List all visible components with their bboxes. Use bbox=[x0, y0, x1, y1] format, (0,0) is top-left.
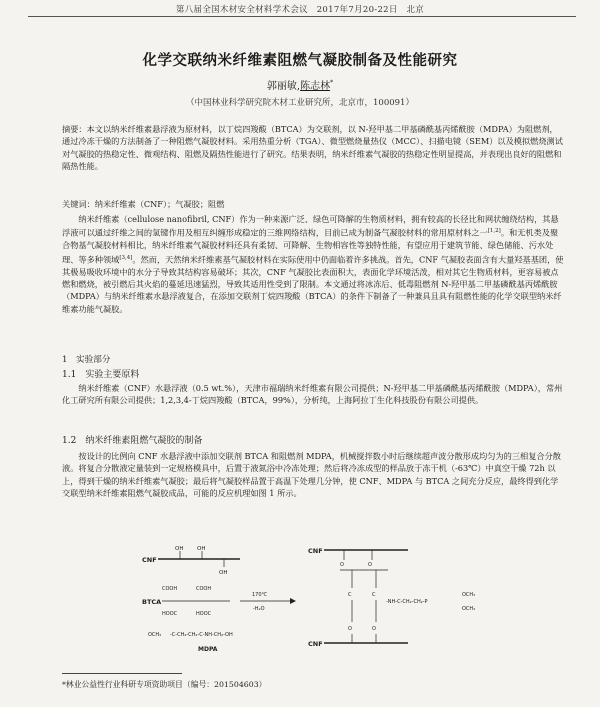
btca-hooc-2: HOOC bbox=[196, 611, 212, 617]
product-chain: -NH-C-CH₂-CH₂-P bbox=[386, 599, 428, 605]
materials-paragraph: 纳米纤维素（CNF）水悬浮液（0.5 wt.%），天津市福瑞纳米纤维素有限公司提供；N-羟甲基二甲基磷酰基丙烯酰胺（MDPA），常州化工研究所有限公司提供；1,2,3,4-丁烷四羧酸（BTCA，99%），分析纯，上海阿拉丁生化科技股份有限公司提供。 bbox=[62, 383, 563, 406]
introduction bbox=[62, 213, 565, 315]
oh-label-1: OH bbox=[175, 546, 184, 552]
author-2: 陈志林 bbox=[300, 81, 331, 92]
product-o-4: O bbox=[372, 626, 376, 632]
citation-1: [1,2] bbox=[487, 228, 501, 235]
mdpa-label: MDPA bbox=[198, 646, 218, 653]
product-och3-1: OCH₃ bbox=[462, 592, 476, 598]
btca-label: BTCA bbox=[142, 598, 162, 606]
btca-cooh-2: COOH bbox=[196, 586, 212, 592]
reaction-scheme bbox=[140, 544, 510, 656]
mdpa-och3-left: OCH₃ bbox=[148, 632, 162, 638]
corresponding-marker: * bbox=[330, 79, 334, 87]
product-o-3: O bbox=[348, 626, 352, 632]
oh-label-2: OH bbox=[197, 546, 206, 552]
product-o-1: O bbox=[340, 562, 344, 568]
reaction-arrowhead bbox=[290, 598, 296, 604]
footnote-rule bbox=[62, 673, 182, 674]
btca-hooc-1: HOOC bbox=[162, 611, 178, 617]
product-c-1: C bbox=[348, 592, 352, 598]
section-1-heading: 1 实验部分 bbox=[62, 355, 111, 365]
oh-label-3: OH bbox=[219, 570, 228, 576]
running-head: 第八届全国木材安全材料学术会议 2017年7月20-22日 北京 bbox=[175, 5, 425, 15]
keywords: 关键词：纳米纤维素（CNF）；气凝胶；阻燃 bbox=[62, 199, 225, 209]
abstract: 摘要：本文以纳米纤维素悬浮液为原材料，以丁烷四羧酸（BTCA）为交联剂，以 N-羟甲基二甲基磷酰基丙烯酰胺（MDPA）为阻燃剂，通过冷冻干燥的方法制备了一种阻燃气凝胶材料。采用热重分析（TGA）、微型燃烧量热仪（MCC）、扫描电镜（SEM）以及模拟燃烧测试对气凝胶的热稳定性、微观结构、阻燃及隔热性能进行了研究。结果表明，纳米纤维素气凝胶的热稳定性明显提高，并表现出良好的阻燃和隔热性能。 bbox=[62, 124, 563, 171]
product-c-2: C bbox=[372, 592, 376, 598]
product-cnf-top-label: CNF bbox=[308, 547, 323, 555]
footnote: *林业公益性行业科研专项资助项目（编号：201504603） bbox=[62, 680, 267, 689]
intro-text-1: 纳米纤维素（cellulose nanofibril, CNF）作为一种来源广泛、绿色可降解的生物质材料，拥有较高的长径比和网状缠绕结构，其悬浮液可以通过纤维之间的氢键作用及相互纠缠形成稳定的三维网络结构，目前已成为制备气凝胶材料的常用原材料之一 bbox=[62, 214, 559, 239]
section-1-1-heading: 1.1 实验主要原料 bbox=[62, 370, 140, 380]
mdpa-formula: -C-CH₂-CH₂-C-NH-CH₂-OH bbox=[170, 632, 233, 638]
cnf-label-left: CNF bbox=[142, 556, 157, 564]
preparation-paragraph: 按设计的比例向 CNF 水悬浮液中添加交联剂 BTCA 和阻燃剂 MDPA，机械搅拌数小时后继续超声波分散形成均匀为的三相复合分散液。将复合分散液定量装到一定规格模具中，后置于液氮浴中冷冻处理；然后将冷冻成型的样品放于冻干机（-63℃）中真空干燥 72h 以上，得到干燥的纳米纤维素气凝胶；最后将气凝胶样品置于高温下处理几分钟，使 CNF、MDPA 与 BTCA 之间充分反应，最终得到化学交联型纳米纤维素阻燃气凝胶成品，可能的反应机理如图 1 所示。 bbox=[62, 451, 561, 498]
intro-text-2: 。和无机类及聚合物基气凝胶材料相比，纳米纤维素气凝胶材料还具有柔韧、可降解、生物相容性等独特性能，有望应用于建筑节能、绿色储能、污水处理、等多种领域 bbox=[62, 228, 559, 265]
intro-text-3: 。然而，天然纳米纤维素基气凝胶材料在实际使用中仍面临着许多挑战。首先，CNF 气凝胶表面含有大量羟基基团，使其极易吸收环境中的水分子导致其结构容易破坏；其次，CNF 气凝胶比表面积大，表面化学环境活泼，相对其它生物质材料，更容易被点燃和燃烧，被引燃后其火焰的蔓延迅速猛烈，导致其适用性受到了限制。本文通过将冰冻后、低毒阻燃剂 N-羟甲基二甲基磷酰基丙烯酰胺（MDPA）与纳米纤维素水悬浮液复合，在添加交联剂丁烷四羧酸（BTCA）的条件下制备了一种兼具且具有阻燃性能的化学交联型纳米纤维素功能气凝胶。 bbox=[62, 254, 564, 314]
btca-cooh-1: COOH bbox=[162, 586, 178, 592]
authors bbox=[30, 77, 570, 92]
reaction-byproduct: -H₂O bbox=[253, 606, 265, 612]
section-1-2-heading: 1.2 纳米纤维素阻燃气凝胶的制备 bbox=[62, 436, 203, 446]
product-cnf-bottom-label: CNF bbox=[308, 640, 323, 648]
paper-title: 化学交联纳米纤维素阻燃气凝胶制备及性能研究 bbox=[142, 53, 458, 69]
product-och3-2: OCH₃ bbox=[462, 606, 476, 612]
product-o-2: O bbox=[368, 562, 372, 568]
author-1: 郭丽敏, bbox=[266, 81, 301, 92]
citation-2: [3,4] bbox=[119, 254, 133, 261]
header-rule bbox=[28, 16, 576, 17]
affiliation: （中国林业科学研究院木材工业研究所，北京市，100091） bbox=[186, 98, 414, 108]
reaction-condition: 170℃ bbox=[252, 592, 268, 598]
